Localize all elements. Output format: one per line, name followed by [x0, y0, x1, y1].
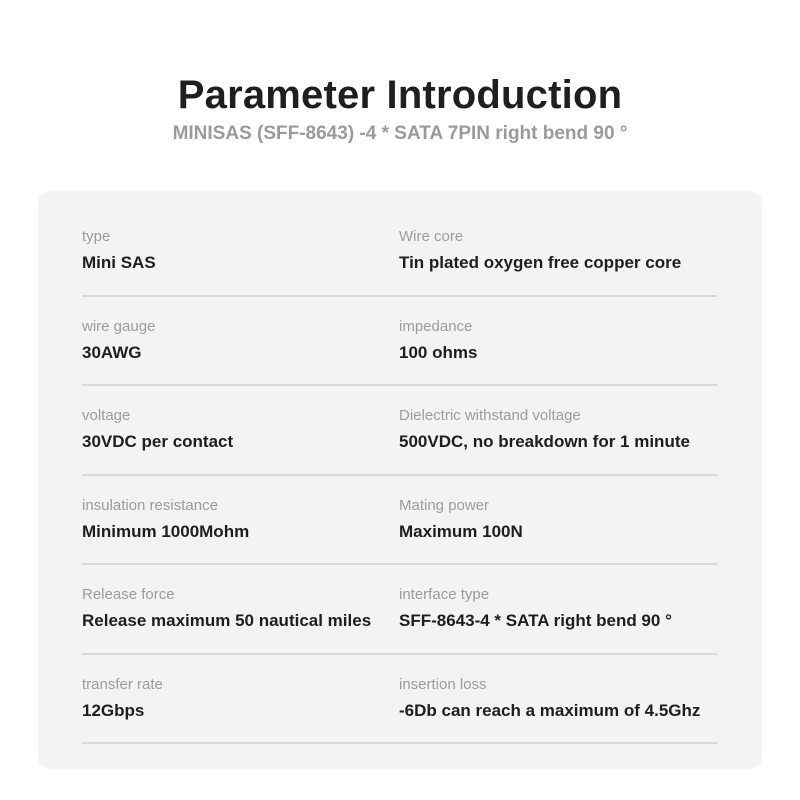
- parameter-row: [0, 314, 800, 404]
- parameter-label: Mating power: [399, 496, 490, 514]
- parameter-cell: [399, 314, 739, 404]
- row-divider: [82, 295, 717, 297]
- parameter-cell: [82, 403, 382, 493]
- parameter-label: wire gauge: [82, 317, 156, 335]
- parameter-label: impedance: [399, 317, 473, 335]
- parameter-value: 12Gbps: [82, 700, 145, 720]
- parameter-label: Dielectric withstand voltage: [399, 407, 581, 424]
- row-divider: [82, 474, 717, 476]
- parameter-cell: [82, 224, 382, 314]
- parameter-value: 500VDC, no breakdown for 1 minute: [399, 432, 690, 451]
- parameter-label: interface type: [399, 586, 490, 603]
- parameter-cell: [82, 582, 382, 672]
- parameter-row: [0, 403, 800, 493]
- parameter-label: insertion loss: [399, 675, 487, 693]
- parameter-value: SFF-8643-4 * SATA right bend 90 °: [399, 611, 672, 630]
- row-divider: [82, 742, 717, 744]
- parameter-label: Release force: [82, 586, 175, 603]
- row-divider: [82, 384, 717, 386]
- parameter-cell: [399, 582, 739, 672]
- parameter-row: [0, 582, 800, 672]
- parameter-cell: [82, 493, 382, 583]
- parameter-value: 100 ohms: [399, 342, 478, 362]
- parameter-row: [0, 672, 800, 762]
- page-subtitle: MINISAS (SFF-8643) -4 * SATA 7PIN right bend 90 °: [172, 123, 628, 144]
- parameter-cell: [82, 672, 382, 762]
- parameter-value: Minimum 1000Mohm: [82, 521, 250, 541]
- parameter-label: voltage: [82, 407, 131, 424]
- parameter-value: -6Db can reach a maximum of 4.5Ghz: [399, 700, 701, 720]
- parameter-cell: [82, 314, 382, 404]
- parameter-cell: [399, 403, 739, 493]
- row-divider: [82, 653, 717, 655]
- parameter-value: Maximum 100N: [399, 521, 523, 541]
- parameter-value: Mini SAS: [82, 253, 156, 272]
- parameter-row: [0, 493, 800, 583]
- parameter-value: 30AWG: [82, 342, 142, 362]
- page-title: Parameter Introduction: [177, 72, 623, 117]
- parameter-cell: [399, 224, 739, 314]
- parameter-value: 30VDC per contact: [82, 432, 234, 451]
- parameter-cell: [399, 672, 739, 762]
- parameter-value: Tin plated oxygen free copper core: [399, 253, 682, 272]
- parameter-table: [0, 224, 800, 761]
- parameter-row: [0, 224, 800, 314]
- parameter-label: Wire core: [399, 228, 464, 245]
- parameter-cell: [399, 493, 739, 583]
- parameter-value: Release maximum 50 nautical miles: [82, 611, 372, 630]
- parameter-label: transfer rate: [82, 675, 163, 693]
- parameter-label: insulation resistance: [82, 496, 218, 514]
- row-divider: [82, 563, 717, 565]
- parameter-label: type: [82, 228, 111, 245]
